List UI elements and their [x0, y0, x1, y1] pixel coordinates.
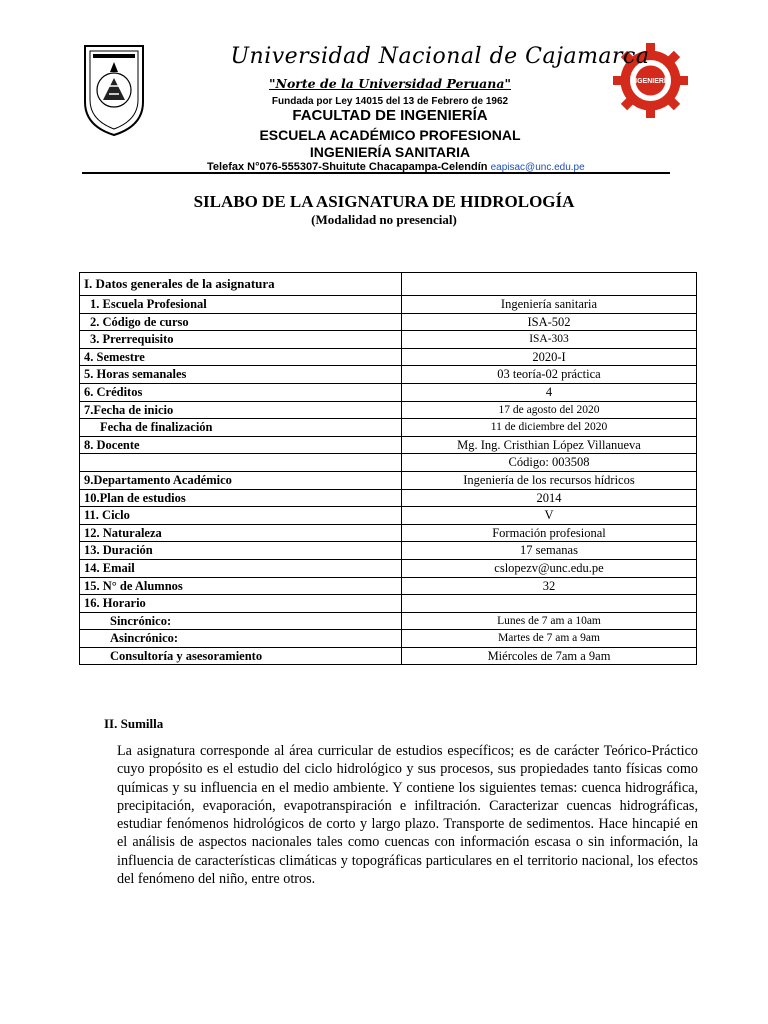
row-label: 14. Email: [80, 559, 402, 577]
row-label: 11. Ciclo: [80, 507, 402, 525]
general-data-table: [79, 272, 697, 665]
row-value: Mg. Ing. Cristhian López Villanueva: [402, 436, 697, 454]
row-label: 16. Horario: [80, 595, 402, 613]
contact-info: [207, 161, 585, 173]
row-label: 6. Créditos: [80, 383, 402, 401]
row-label: 4. Semestre: [80, 348, 402, 366]
row-label: 1. Escuela Profesional: [80, 296, 402, 314]
table-row: [80, 419, 697, 437]
seal-text: INGENIERÍA: [630, 78, 671, 85]
table-row: [80, 489, 697, 507]
row-value: Lunes de 7 am a 10am: [402, 612, 697, 630]
table-row: [80, 296, 697, 314]
university-motto: "Norte de la Universidad Peruana": [269, 76, 511, 91]
founding-law: Fundada por Ley 14015 del 13 de Febrero de 1962: [271, 96, 509, 107]
row-value: [402, 595, 697, 613]
table-row: [80, 454, 697, 472]
table-heading-value: [402, 273, 697, 296]
row-label: 9.Departamento Académico: [80, 471, 402, 489]
row-label: 3. Prerrequisito: [80, 331, 402, 349]
table-row: [80, 524, 697, 542]
contact-text: Telefax N°076-555307-Shuitute Chacapampa-Celendín: [207, 161, 488, 173]
row-value: 32: [402, 577, 697, 595]
table-row: [80, 595, 697, 613]
row-label: Fecha de finalización: [80, 419, 402, 437]
sumilla-heading: II. Sumilla: [104, 716, 164, 731]
row-value: cslopezv@unc.edu.pe: [402, 559, 697, 577]
row-value: 4: [402, 383, 697, 401]
table-row: [80, 331, 697, 349]
row-value: 11 de diciembre del 2020: [402, 419, 697, 437]
row-label: 12. Naturaleza: [80, 524, 402, 542]
row-label: Asincrónico:: [80, 630, 402, 648]
table-row: [80, 542, 697, 560]
row-value: Martes de 7 am a 9am: [402, 630, 697, 648]
row-label: 7.Fecha de inicio: [80, 401, 402, 419]
row-value: 2014: [402, 489, 697, 507]
row-value: ISA-502: [402, 313, 697, 331]
row-label: [80, 454, 402, 472]
table-row: [80, 612, 697, 630]
table-row: [80, 630, 697, 648]
syllabus-title: SILABO DE LA ASIGNATURA DE HIDROLOGÍA: [193, 192, 575, 211]
table-header-row: [80, 273, 697, 296]
row-label: 10.Plan de estudios: [80, 489, 402, 507]
table-row: [80, 348, 697, 366]
row-value: Código: 003508: [402, 454, 697, 472]
row-value: 03 teoría-02 práctica: [402, 366, 697, 384]
table-row: [80, 647, 697, 665]
syllabus-subtitle: (Modalidad no presencial): [311, 212, 457, 227]
row-label: 2. Código de curso: [80, 313, 402, 331]
table-row: [80, 507, 697, 525]
row-value: 17 de agosto del 2020: [402, 401, 697, 419]
row-label: Sincrónico:: [80, 612, 402, 630]
table-row: [80, 401, 697, 419]
career-name: INGENIERÍA SANITARIA: [309, 144, 471, 160]
university-name: Universidad Nacional de Cajamarca: [230, 44, 650, 69]
table-row: [80, 313, 697, 331]
row-label: 5. Horas semanales: [80, 366, 402, 384]
sumilla-paragraph: La asignatura corresponde al área curricular de estudios específicos; es de carácter Teórico-Práctico cuyo propósito es el estudio del ciclo hidrológico y sus procesos, sus propiedades tanto físicas como químicas y su influencia en el medio ambiente. Y contiene los siguientes temas: cuenca hidrográfica, precipitación, evaporación, evapotranspiración e infiltración. Caracterizar cuencas hidrográficas, estudiar fenómenos hidrológicos de corto y largo plazo. Transporte de sedimentos. Hace hincapié en el análisis de aspectos nacionales tales como cuencas con información escasa o sin información, la influencia de características climáticas y topográficas particulares en el territorio nacional, los efectos del fenómeno del niño, entre otros.: [117, 743, 698, 888]
table-row: [80, 471, 697, 489]
row-value: V: [402, 507, 697, 525]
row-value: 17 semanas: [402, 542, 697, 560]
row-label: 15. N° de Alumnos: [80, 577, 402, 595]
table-row: [80, 559, 697, 577]
row-value: 2020-I: [402, 348, 697, 366]
table-row: [80, 436, 697, 454]
table-row: [80, 383, 697, 401]
row-label: Consultoría y asesoramiento: [80, 647, 402, 665]
row-value: Ingeniería de los recursos hídricos: [402, 471, 697, 489]
contact-email-link[interactable]: eapisac@unc.edu.pe: [490, 162, 585, 173]
row-value: Miércoles de 7am a 9am: [402, 647, 697, 665]
row-label: 8. Docente: [80, 436, 402, 454]
table-row: [80, 366, 697, 384]
row-label: 13. Duración: [80, 542, 402, 560]
row-value: ISA-303: [402, 331, 697, 349]
faculty-name: FACULTAD DE INGENIERÍA: [292, 107, 488, 124]
table-heading: I. Datos generales de la asignatura: [80, 273, 402, 296]
table-row: [80, 577, 697, 595]
row-value: Ingeniería sanitaria: [402, 296, 697, 314]
school-name: ESCUELA ACADÉMICO PROFESIONAL: [259, 127, 521, 143]
row-value: Formación profesional: [402, 524, 697, 542]
